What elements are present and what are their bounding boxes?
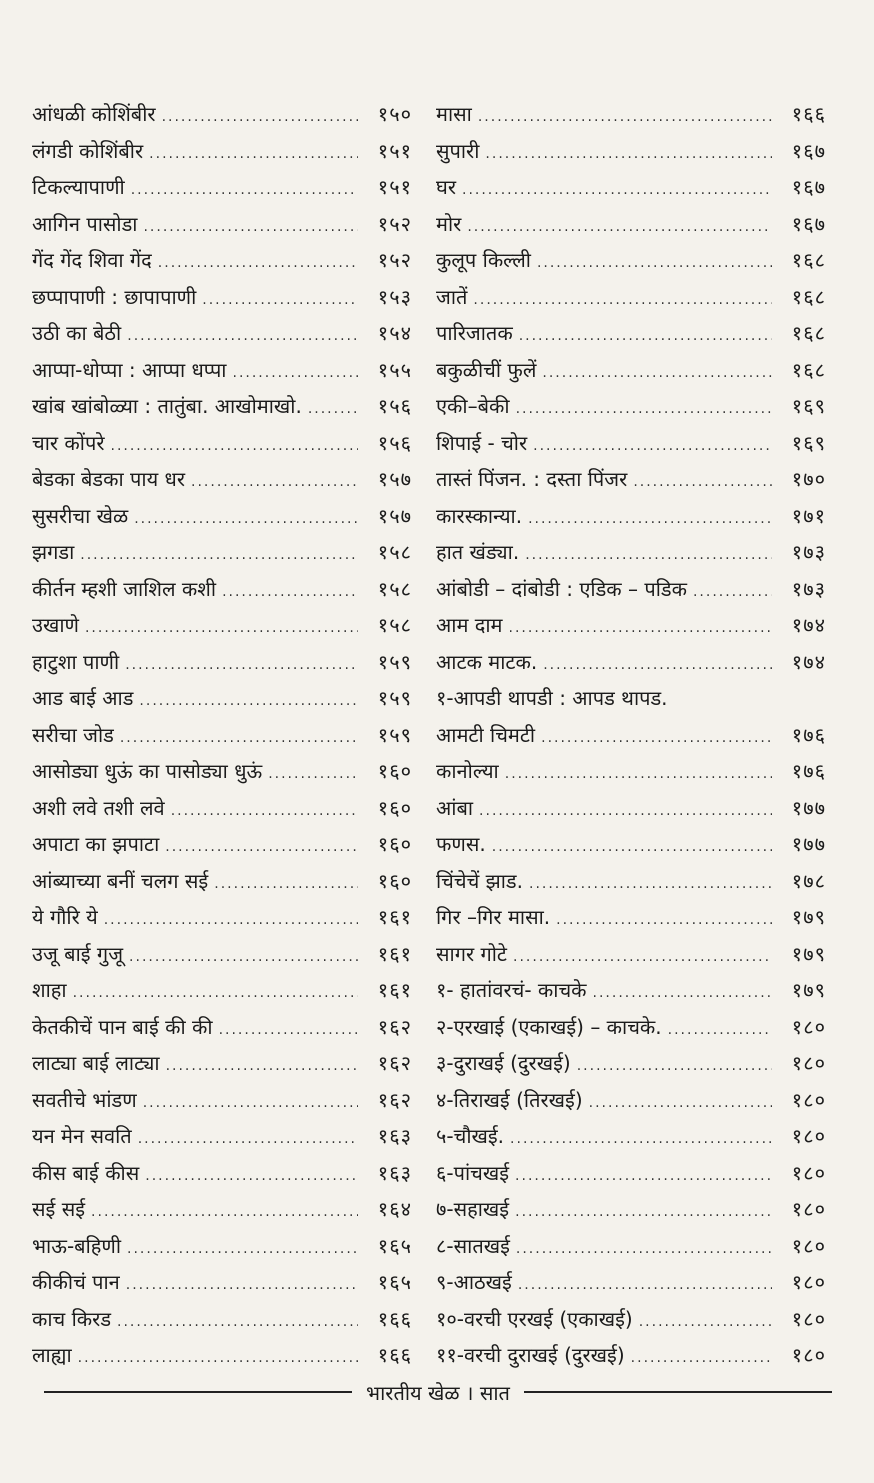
toc-entry [436, 644, 826, 681]
toc-entry-title: आमटी चिमटी [436, 722, 536, 747]
dot-leader [138, 1121, 358, 1158]
toc-entry-title: कीस बाई कीस [32, 1160, 140, 1185]
toc-entry-page: १७७ [791, 832, 826, 856]
toc-entry-title: खांब खांबोळ्या : तातुंबा. आखोमाखो. [32, 394, 302, 418]
toc-entry-page: १८० [791, 1087, 826, 1112]
toc-entry-page: १६८ [791, 321, 826, 345]
dot-leader [633, 464, 772, 501]
toc-entry-page: १७९ [791, 941, 826, 966]
toc-entry-title: आम दाम [436, 613, 503, 637]
toc-entry-page: १६७ [791, 175, 826, 199]
toc-entry-page: १५५ [377, 357, 412, 382]
toc-entry-title: मासा [436, 102, 472, 126]
toc-entry-page: १६७ [791, 211, 826, 236]
dot-leader [525, 537, 772, 574]
dot-leader [516, 1231, 772, 1268]
toc-entry-page: १६२ [377, 1051, 412, 1075]
dot-leader [543, 647, 772, 684]
toc-entry [32, 717, 412, 754]
toc-entry [32, 1301, 412, 1338]
dot-leader [462, 172, 772, 209]
dot-leader [529, 866, 772, 903]
toc-entry [32, 169, 412, 206]
toc-entry-title: कारस्कान्या. [436, 503, 523, 528]
toc-entry-page: १५९ [377, 686, 412, 710]
toc-entry-page: १७३ [791, 540, 826, 564]
toc-entry-page: १५६ [377, 394, 412, 418]
dot-leader [162, 99, 358, 136]
toc-entry [436, 607, 826, 644]
toc-entry-title: फणस. [436, 832, 486, 856]
toc-entry [32, 644, 412, 681]
toc-entry-page: १६६ [791, 102, 826, 126]
toc-entry [32, 607, 412, 644]
dot-leader [478, 99, 772, 136]
toc-entry [436, 96, 826, 133]
toc-entry [32, 461, 412, 498]
toc-entry [436, 1228, 826, 1265]
toc-entry-title: छप्पापाणी : छापापाणी [32, 284, 197, 309]
toc-entry-page: १५९ [377, 722, 412, 747]
dot-leader [639, 1304, 772, 1341]
toc-entry-title: घर [436, 175, 456, 199]
toc-entry [32, 899, 412, 936]
toc-entry [436, 899, 826, 936]
toc-entry [32, 1264, 412, 1301]
toc-entry-page: १५८ [377, 576, 412, 601]
toc-entry-title: आंधळी कोशिंबीर [32, 102, 156, 126]
toc-entry [32, 534, 412, 571]
dot-leader [131, 172, 358, 209]
toc-entry [32, 133, 412, 170]
toc-entry [32, 1155, 412, 1192]
toc-entry-page: १५६ [377, 430, 412, 455]
toc-entry-page: १५७ [377, 467, 412, 491]
toc-entry-page: १५० [377, 102, 412, 126]
toc-entry [436, 1045, 826, 1082]
toc-entry-page: १७६ [791, 722, 826, 747]
toc-column-left [32, 96, 412, 1374]
toc-entry-title: केतकीचें पान बाई की की [32, 1014, 213, 1039]
dot-leader [139, 683, 358, 720]
toc-entry-title: कानोल्या [436, 759, 499, 783]
toc-entry-title: अपाटा का झपाटा [32, 832, 160, 856]
toc-entry-page: १५१ [377, 138, 412, 163]
dot-leader [85, 610, 358, 647]
dot-leader [120, 720, 358, 757]
dot-leader [191, 464, 358, 501]
dot-leader [91, 1194, 358, 1231]
dot-leader [149, 136, 358, 173]
toc-entry-title: कीकीचं पान [32, 1270, 120, 1294]
toc-entry-page: १८० [791, 1051, 826, 1075]
toc-entry-page: १७३ [791, 576, 826, 601]
toc-entry-title: ११-वरची दुराखई (दुरखई) [436, 1343, 625, 1367]
dot-leader [515, 1158, 772, 1195]
toc-entry [32, 571, 412, 608]
toc-entry-page: १६५ [377, 1270, 412, 1294]
toc-entry [32, 279, 412, 316]
toc-entry-title: शिपाई - चोर [436, 430, 528, 455]
dot-leader [134, 501, 358, 538]
toc-entry-page: १६९ [791, 394, 826, 418]
toc-entry-title: आटक माटक. [436, 649, 538, 674]
toc-entry [32, 790, 412, 827]
toc-entry-page: १५८ [377, 540, 412, 564]
dot-leader [166, 1048, 358, 1085]
dot-leader [516, 391, 772, 428]
footer-rule-left [44, 1391, 352, 1393]
toc-entry-title: लंगडी कोशिंबीर [32, 138, 144, 163]
toc-entry [32, 680, 412, 717]
toc-entry-page: १६६ [377, 1343, 412, 1367]
toc-entry [436, 680, 826, 717]
toc-entry-title: हात खंड्या. [436, 540, 520, 564]
toc-entry [436, 972, 826, 1009]
toc-entry-title: गिर –गिर मासा. [436, 905, 551, 929]
toc-entry-page: १६२ [377, 1087, 412, 1112]
toc-entry [436, 1191, 826, 1228]
toc-entry-page: १८० [791, 1160, 826, 1185]
dot-leader [485, 136, 772, 173]
toc-entry [436, 1009, 826, 1046]
dot-leader [528, 501, 772, 538]
toc-entry [436, 206, 826, 243]
dot-leader [125, 647, 358, 684]
toc-entry-title: अशी लवे तशी लवे [32, 795, 165, 820]
dot-leader [268, 756, 358, 793]
toc-entry [32, 1118, 412, 1155]
toc-entry-page: १५९ [377, 649, 412, 674]
toc-entry-page: १५१ [377, 175, 412, 199]
toc-entry [32, 1009, 412, 1046]
toc-entry [436, 1118, 826, 1155]
toc-entry-page: १८० [791, 1124, 826, 1148]
toc-entry-title: तास्तं पिंजन. : दस्ता पिंजर [436, 467, 628, 491]
dot-leader [509, 610, 772, 647]
toc-entry [436, 936, 826, 973]
toc-entry [436, 498, 826, 535]
toc-entry-title: सुपारी [436, 138, 480, 163]
toc-entry [436, 315, 826, 352]
toc-entry-page: १५३ [377, 284, 412, 309]
dot-leader [541, 720, 772, 757]
dot-leader [533, 428, 772, 465]
toc-entry-page: १६८ [791, 248, 826, 272]
toc-entry-title: यन मेन सवति [32, 1124, 132, 1148]
toc-entry-page: १८० [791, 1197, 826, 1221]
dot-leader [214, 866, 358, 903]
toc-entry-page: १७१ [791, 503, 826, 528]
toc-entry-title: लाह्या [32, 1343, 72, 1367]
toc-entry-title: लाट्या बाई लाट्या [32, 1051, 160, 1075]
toc-entry [32, 206, 412, 243]
dot-leader [467, 209, 772, 246]
toc-entry [32, 352, 412, 389]
toc-entry-title: १०-वरची एरखई (एकाखई) [436, 1306, 633, 1331]
toc-entry-title: भाऊ-बहिणी [32, 1233, 122, 1258]
toc-entry [436, 169, 826, 206]
toc-entry [436, 826, 826, 863]
toc-entry-title: ४-तिराखई (तिरखई) [436, 1087, 583, 1112]
toc-entry [32, 1082, 412, 1119]
toc-entry-title: आंबोडी – दांबोडी : एडिक – पडिक [436, 576, 687, 601]
dot-leader [219, 1012, 358, 1049]
toc-entry-page: १६८ [791, 284, 826, 309]
toc-entry-title: ये गौरि ये [32, 905, 98, 929]
dot-leader [479, 793, 772, 830]
toc-entry-title: आंब्याच्या बनीं चलग सई [32, 868, 209, 893]
toc-entry-title: आप्पा-धोप्पा : आप्पा धप्पा [32, 357, 227, 382]
toc-entry-page: १८० [791, 1270, 826, 1294]
dot-leader [537, 245, 772, 282]
toc-entry-title: शाहा [32, 978, 67, 1002]
toc-entry [436, 242, 826, 279]
toc-entry-title: आड बाई आड [32, 686, 134, 710]
dot-leader [143, 1085, 358, 1122]
dot-leader [513, 939, 772, 976]
toc-entry-title: चिंचेचें झाड. [436, 868, 523, 893]
toc-entry-title: सवतीचे भांडण [32, 1087, 137, 1112]
toc-entry-page: १७७ [791, 795, 826, 820]
dot-leader [505, 756, 772, 793]
toc-entry-page: १७९ [791, 978, 826, 1002]
footer-text: भारतीय खेळ । सात [366, 1380, 510, 1405]
toc-entry [436, 461, 826, 498]
toc-entry [32, 1045, 412, 1082]
toc-entry-title: उखाणे [32, 613, 79, 637]
toc-entry [32, 425, 412, 462]
toc-entry-title: १- हातांवरचं- काचके [436, 978, 587, 1002]
toc-entry-page: १६४ [377, 1197, 412, 1221]
toc-entry-page: १६३ [377, 1160, 412, 1185]
toc-entry-title: ९-आठखई [436, 1270, 512, 1294]
toc-entry-title: पारिजातक [436, 321, 513, 345]
dot-leader [104, 902, 358, 939]
toc-entry [436, 790, 826, 827]
toc-entry-page: १६० [377, 759, 412, 783]
toc-entry-page: १६० [377, 832, 412, 856]
toc-entry-page: १५८ [377, 613, 412, 637]
toc-entry [32, 753, 412, 790]
toc-entry [436, 133, 826, 170]
toc-entry-title: ८-सातखई [436, 1233, 510, 1258]
toc-entry-page: १६१ [377, 941, 412, 966]
toc-entry-page: १६१ [377, 978, 412, 1002]
toc-entry-page: १६१ [377, 905, 412, 929]
toc-entry [32, 1337, 412, 1374]
toc-entry [436, 863, 826, 900]
toc-entry [436, 425, 826, 462]
toc-entry [32, 96, 412, 133]
toc-entry-page: १७४ [791, 649, 826, 674]
toc-entry-title: सई सई [32, 1197, 86, 1221]
dot-leader [577, 1048, 772, 1085]
toc-entry [436, 352, 826, 389]
toc-entry [32, 1191, 412, 1228]
toc-entry-title: एकी–बेकी [436, 394, 510, 418]
page-footer [44, 1372, 832, 1412]
dot-leader [492, 829, 772, 866]
toc-entry [32, 388, 412, 425]
toc-entry-page: १६६ [377, 1306, 412, 1331]
toc-entry-page: १६९ [791, 430, 826, 455]
toc-entry-title: आंबा [436, 795, 474, 820]
toc-entry [436, 1301, 826, 1338]
toc-entry [32, 1228, 412, 1265]
toc-entry-title: उठी का बेठी [32, 321, 122, 345]
toc-entry-title: हाटुशा पाणी [32, 649, 120, 674]
dot-leader [202, 282, 358, 319]
dot-leader [510, 1121, 772, 1158]
toc-entry-title: टिकल्यापाणी [32, 175, 125, 199]
toc-entry-title: १-आपडी थापडी : आपड थापड. [436, 686, 668, 710]
toc-entry-title: जातें [436, 284, 468, 309]
toc-entry-title: आसोड्या धुऊं का पासोड्या धुऊं [32, 759, 263, 783]
dot-leader [308, 391, 358, 428]
toc-entry-title: चार कोंपरे [32, 430, 105, 455]
dot-leader [515, 1194, 772, 1231]
toc-entry-title: ७-सहाखई [436, 1197, 510, 1221]
dot-leader [129, 939, 358, 976]
dot-leader [127, 1231, 358, 1268]
dot-leader [693, 574, 772, 611]
toc-entry-page: १७६ [791, 759, 826, 783]
toc-entry [436, 1082, 826, 1119]
dot-leader [542, 355, 772, 392]
toc-entry-page: १६३ [377, 1124, 412, 1148]
toc-entry-title: उजू बाई गुजू [32, 941, 124, 966]
dot-leader [165, 829, 358, 866]
dot-leader [126, 1267, 358, 1304]
toc-entry-page: १५२ [377, 211, 412, 236]
toc-entry [32, 972, 412, 1009]
footer-rule-right [524, 1391, 832, 1393]
toc-entry-title: सरीचा जोड [32, 722, 114, 747]
toc-entry-title: सुसरीचा खेळ [32, 503, 129, 528]
toc-entry [32, 863, 412, 900]
dot-leader [111, 428, 359, 465]
toc-entry-title: ५-चौखई. [436, 1124, 505, 1148]
dot-leader [145, 1158, 358, 1195]
toc-entry [436, 1155, 826, 1192]
dot-leader [117, 1304, 358, 1341]
toc-entry-title: सागर गोटे [436, 941, 508, 966]
toc-entry-page: १८० [791, 1306, 826, 1331]
toc-entry-page: १५७ [377, 503, 412, 528]
toc-entry-page: १६२ [377, 1014, 412, 1039]
toc-entry [32, 826, 412, 863]
toc-entry-page: १७८ [791, 868, 826, 893]
dot-leader [222, 574, 358, 611]
dot-leader [473, 282, 772, 319]
toc-entry [436, 753, 826, 790]
toc-column-right [436, 96, 826, 1374]
toc-entry-title: झगडा [32, 540, 75, 564]
toc-entry-title: ६-पांचखई [436, 1160, 510, 1185]
dot-leader [171, 793, 358, 830]
dot-leader [519, 318, 772, 355]
dot-leader [556, 902, 772, 939]
toc-entry-title: काच किरड [32, 1306, 112, 1331]
dot-leader [73, 975, 358, 1012]
toc-entry-title: ३-दुराखई (दुरखई) [436, 1051, 571, 1075]
toc-entry-page: १६० [377, 795, 412, 820]
dot-leader [143, 209, 358, 246]
toc-entry [436, 279, 826, 316]
toc-entry-title: आगिन पासोडा [32, 211, 138, 236]
toc-entry-page: १८० [791, 1233, 826, 1258]
toc-entry-title: मोर [436, 211, 462, 236]
dot-leader [158, 245, 358, 282]
toc-entry [32, 242, 412, 279]
toc-entry-title: कुलूप किल्ली [436, 248, 531, 272]
toc-entry-page: १७० [791, 467, 826, 491]
toc-entry [436, 388, 826, 425]
toc-entry [436, 1337, 826, 1374]
toc-entry [436, 1264, 826, 1301]
dot-leader [589, 1085, 772, 1122]
dot-leader [233, 355, 359, 392]
toc-entry-title: २-एरखाई (एकाखई) – काचके. [436, 1014, 662, 1039]
toc-entry-title: गेंद गेंद शिवा गेंद [32, 248, 152, 272]
toc-entry [436, 717, 826, 754]
toc-entry [436, 534, 826, 571]
toc-entry-page: १५२ [377, 248, 412, 272]
toc-entry [436, 571, 826, 608]
toc-entry-page: १६७ [791, 138, 826, 163]
toc-entry-page: १५४ [377, 321, 412, 345]
toc-entry-page: १६५ [377, 1233, 412, 1258]
dot-leader [518, 1267, 772, 1304]
dot-leader [593, 975, 772, 1012]
dot-leader [668, 1012, 772, 1049]
toc-entry [32, 498, 412, 535]
toc-entry [32, 315, 412, 352]
toc-entry-page: १६८ [791, 357, 826, 382]
toc-entry-page: १८० [791, 1014, 826, 1039]
toc-entry [32, 936, 412, 973]
toc-entry-page: १६० [377, 868, 412, 893]
toc-entry-page: १७४ [791, 613, 826, 637]
toc-entry-page: १८० [791, 1343, 826, 1367]
toc-entry-title: कीर्तन म्हशी जाशिल कशी [32, 576, 217, 601]
dot-leader [80, 537, 358, 574]
dot-leader [127, 318, 358, 355]
toc-entry-title: बेडका बेडका पाय धर [32, 467, 186, 491]
toc-entry-page: १७९ [791, 905, 826, 929]
toc-entry-title: बकुळीचीं फुलें [436, 357, 537, 382]
